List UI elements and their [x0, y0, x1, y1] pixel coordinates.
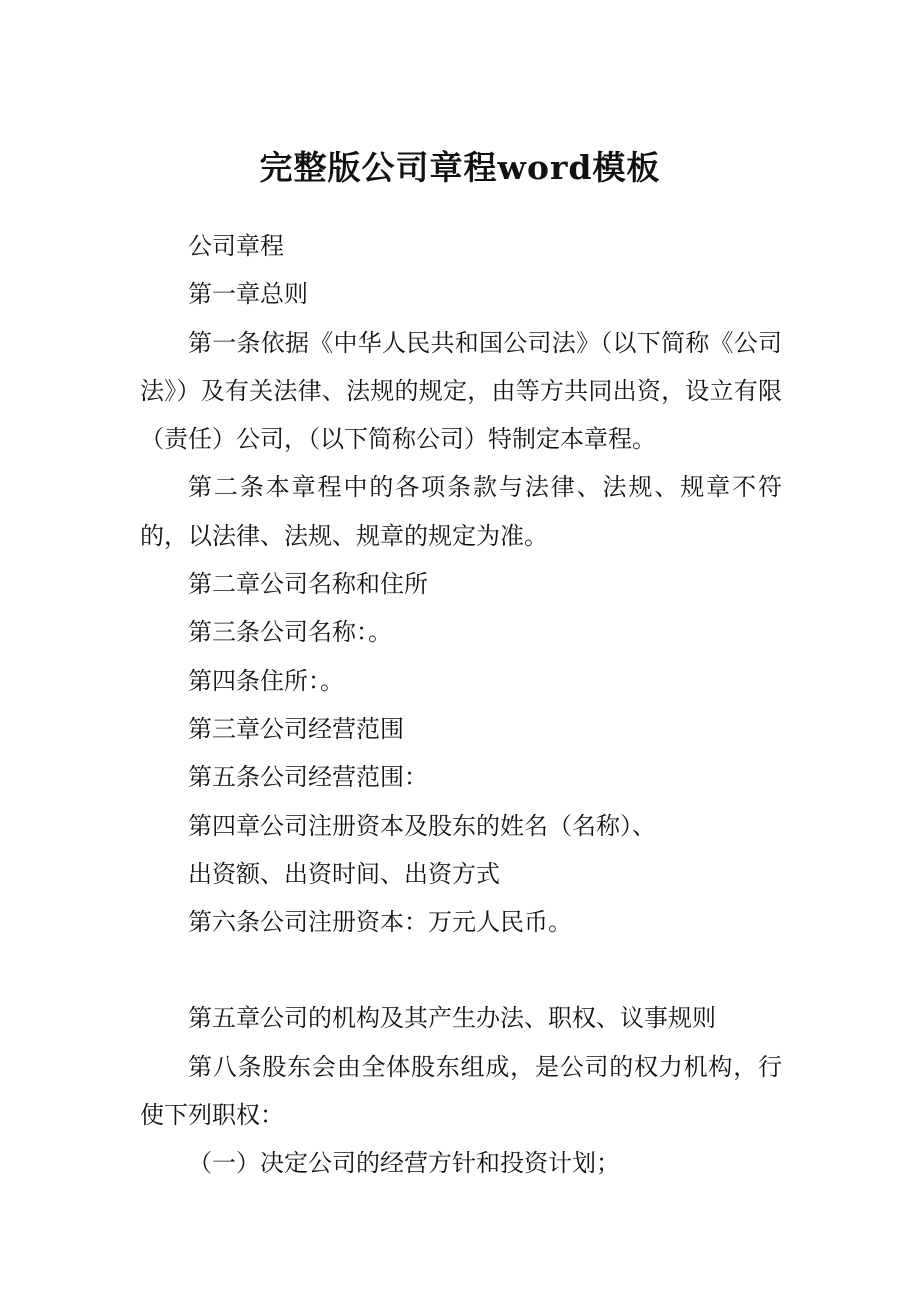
document-title: 完整版公司章程word模板: [259, 148, 661, 187]
article-paragraph: 第三条公司名称：。: [188, 618, 392, 647]
article-paragraph: 第四条住所：。: [188, 666, 344, 695]
chapter-heading: 第一章总则: [188, 280, 308, 309]
paragraph-heading: 公司章程: [188, 232, 284, 260]
article-paragraph: 第一条依据《中华人民共和国公司法》（以下简称《公司法》）及有关法律、法规的规定，由等方共同出资，设立有限（责任）公司，（以下简称公司）特制定本章程。: [140, 328, 782, 454]
document-body: [140, 222, 782, 1188]
article-paragraph: 第五条公司经营范围：: [188, 763, 428, 792]
list-item-paragraph: （一）决定公司的经营方针和投资计划；: [188, 1149, 620, 1178]
chapter-heading-continuation: 出资额、出资时间、出资方式: [188, 859, 500, 888]
blank-line: [140, 946, 782, 994]
chapter-heading: 第三章公司经营范围: [188, 714, 404, 743]
chapter-heading: 第二章公司名称和住所: [188, 570, 428, 599]
article-paragraph: 第二条本章程中的各项条款与法律、法规、规章不符的，以法律、法规、规章的规定为准。: [140, 473, 782, 550]
article-paragraph: 第八条股东会由全体股东组成，是公司的权力机构，行使下列职权：: [140, 1052, 782, 1130]
article-paragraph: 第六条公司注册资本：万元人民币。: [188, 908, 572, 937]
chapter-heading: 第四章公司注册资本及股东的姓名（名称）、: [188, 811, 656, 840]
chapter-heading: 第五章公司的机构及其产生办法、职权、议事规则: [188, 1004, 716, 1033]
